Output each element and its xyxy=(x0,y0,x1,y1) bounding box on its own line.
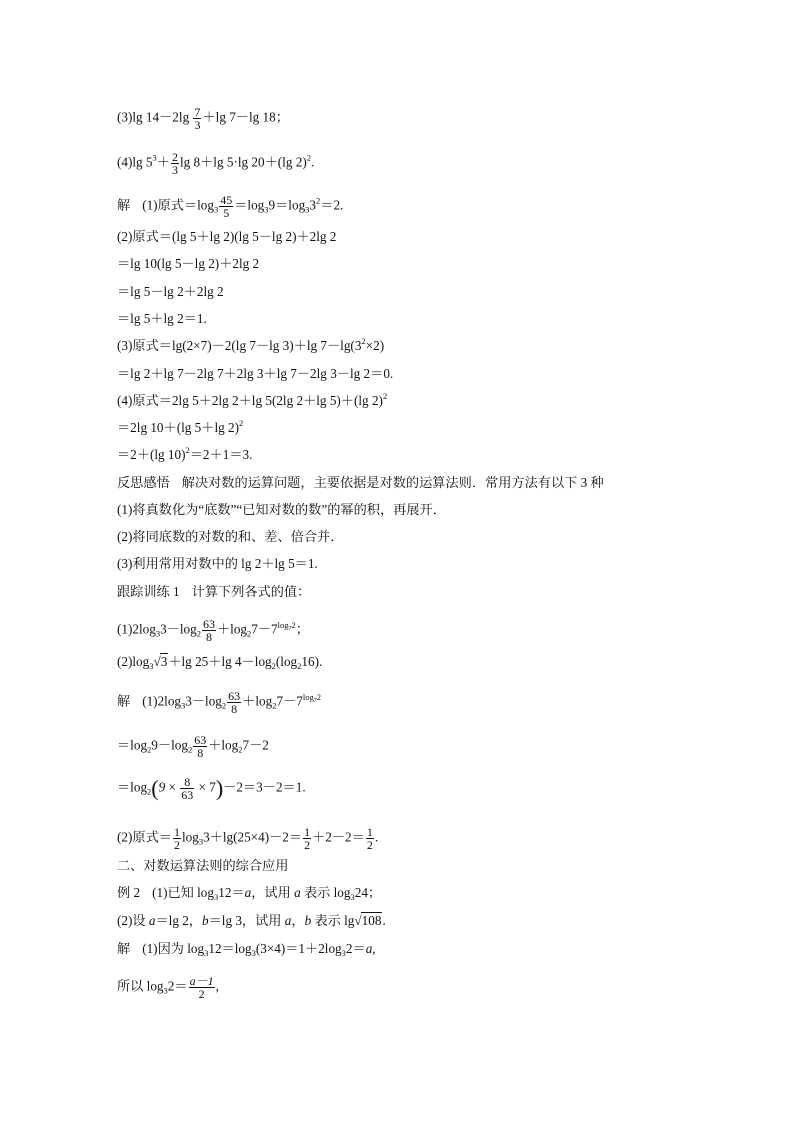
fraction: $\frac{63}{8}$ xyxy=(202,617,215,644)
fraction: $\frac{63}{8}$ xyxy=(194,733,207,760)
section-title: 二、对数运算法则的综合应用 xyxy=(117,858,289,873)
text: ＋lg 7－lg 18； xyxy=(202,109,289,125)
training-solution-line-3: $=\log_2(9$ × $\frac{8}{63}$ × 7)－2＝3－2＝1. xyxy=(117,775,306,802)
reflection-item-3: (3)利用常用对数中的 lg 2＋lg 5＝1. xyxy=(117,556,318,571)
fraction: $\frac{45}{5}$ xyxy=(220,193,233,220)
training-text: 计算下列各式的值： xyxy=(191,584,311,599)
exercise-4: (4)lg $5^3+$ $\frac{2}{3}$ lg 8＋lg 5·lg 20＋(lg 2)$^2$. xyxy=(117,150,315,177)
reflection-item-2: (2)将同底数的对数的和、差、倍合并． xyxy=(117,529,344,544)
sqrt-icon: √ xyxy=(153,654,161,669)
training-solution-line-2: $=\log_29-\log_2$ $\frac{63}{8}$ $+\log_27-2$ xyxy=(117,733,269,760)
fraction: $\frac{2}{3}$ xyxy=(171,150,178,177)
reflection-heading xyxy=(117,475,604,491)
sqrt-icon: √ xyxy=(354,913,362,928)
reflection-title: 反思感悟 xyxy=(117,475,170,490)
example-label: 例 2 xyxy=(117,885,141,900)
fraction: $\frac{8}{63}$ xyxy=(181,775,194,802)
solution-label: 解 xyxy=(117,693,131,709)
solution-3-line-1: (3)原式＝lg(2×7)－2(lg 7－lg 3)＋lg $7-\lg(3^2\times 2)$ xyxy=(117,336,385,353)
fraction: $\frac{1}{2}$ xyxy=(304,825,311,852)
example-2-solution-line-1: 解 (1)因为 $\log_312=\log_3(3\times 4)=1+2\log_32=a$, xyxy=(117,941,376,958)
solution-label: 解 xyxy=(117,197,131,213)
solution-2-line-3: ＝lg 5－lg 2＋2lg 2 xyxy=(117,284,224,299)
text: (3)lg 14－2lg xyxy=(117,109,193,125)
training-question-1: $(1)2\log_33-\log_2$ $\frac{63}{8}$ $+\log_27-7^{log_72}$； xyxy=(117,617,309,644)
fraction: $\frac{1}{2}$ xyxy=(366,825,373,852)
solution-3-line-2: ＝lg 2＋lg 7－2lg 7＋2lg 3＋lg 7－2lg 3－lg 2＝0. xyxy=(117,366,394,381)
solution-2-line-2: ＝lg 10(lg 5－lg 2)＋2lg 2 xyxy=(117,256,260,271)
solution-4-line-2: ＝2lg 10＋(lg 5＋lg 2)$^2$ xyxy=(117,418,244,435)
training-question-2: $(2)\log_3√3+\lg$ 25＋lg $4-\log_2(\log_216)$. xyxy=(117,654,323,671)
solution-4-line-3: ＝2＋(lg 10)$^2$＝2＋1＝3. xyxy=(117,445,253,462)
fraction: $\frac{63}{8}$ xyxy=(228,689,241,716)
training-solution-line-4: (2)原式＝ $\frac{1}{2}$ $\log_33+\lg(25\times 4)-2=$ $\frac{1}{2}$ ＋2－2＝ $\frac{1}{2}$ . xyxy=(117,825,379,852)
solution-2-line-4: ＝lg 5＋lg 2＝1. xyxy=(117,311,207,326)
fraction: $\frac{7}{3}$ xyxy=(194,105,201,132)
fraction: $\frac{1}{2}$ xyxy=(173,825,180,852)
example-2-line-2: (2)设 a＝lg 2，b＝lg 3，试用 a，b 表示 lg√108. xyxy=(117,913,386,928)
reflection-item-1: (1)将真数化为“底数”“已知对数的数”的幂的积，再展开． xyxy=(117,502,446,517)
exercise-3 xyxy=(117,106,289,131)
example-2-line-1: 例 2 (1)已知 $\log_312=a$，试用 a 表示 $\log_324$； xyxy=(117,885,382,902)
solution-4-line-1: (4)原式＝2lg 5＋2lg 2＋lg 5(2lg 2＋lg 5)＋(lg 2)$^2$ xyxy=(117,391,388,408)
reflection-text: 解决对数的运算问题，主要依据是对数的运算法则．常用方法有以下 3 种 xyxy=(181,475,604,490)
solution-2-line-1: (2)原式＝(lg 5＋lg 2)(lg 5－lg 2)＋2lg 2 xyxy=(117,229,337,244)
solution-1: 解 (1)原式$=\log_3$ $\frac{45}{5}$ $=\log_39=\log_33^2=2$. xyxy=(117,193,344,220)
example-2-solution-line-2: 所以 $\log_32=$ $\frac{a-1}{2}$ , xyxy=(117,974,219,1001)
fraction: $\frac{a-1}{2}$ xyxy=(189,974,214,1001)
training-solution-line-1: 解 $(1)2\log_33-\log_2$ $\frac{63}{8}$ $+\log_27-7^{log_72}$ xyxy=(117,689,321,716)
solution-label: 解 xyxy=(117,941,131,956)
training-heading xyxy=(117,584,310,600)
training-title: 跟踪训练 1 xyxy=(117,584,180,599)
